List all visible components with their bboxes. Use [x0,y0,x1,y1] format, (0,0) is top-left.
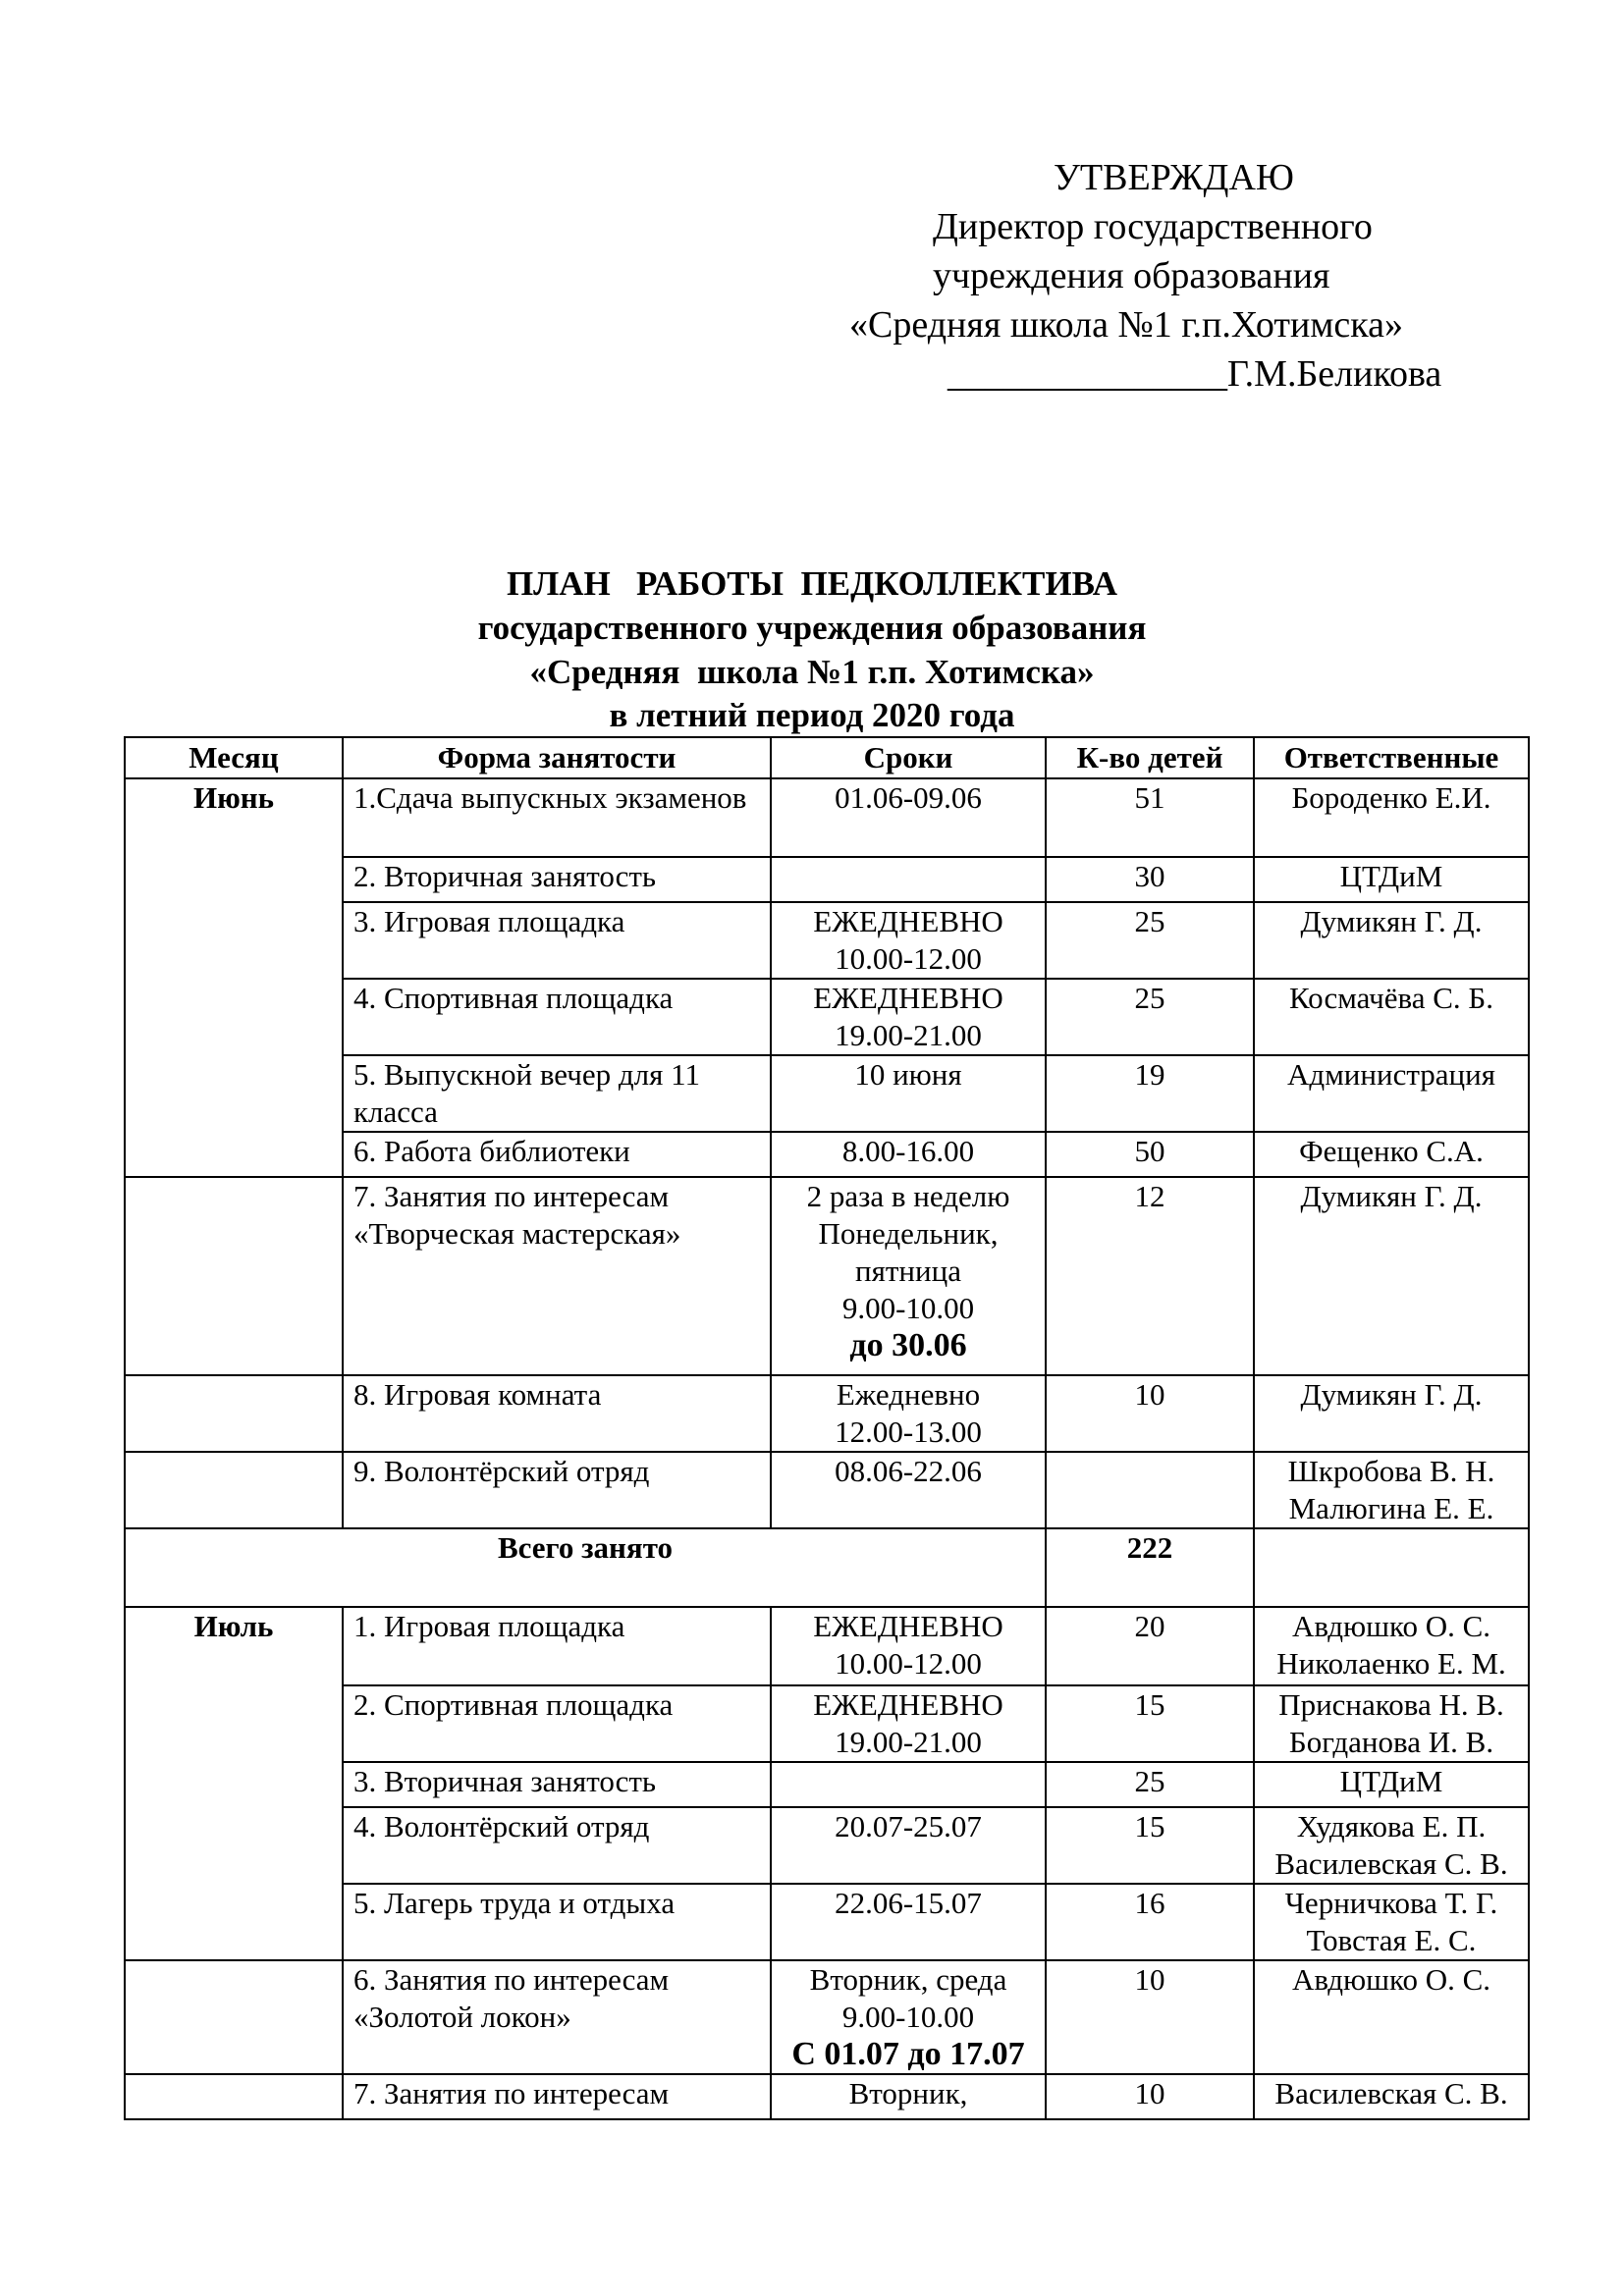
responsible-name: Худякова Е. П. [1296,1809,1487,1843]
month-empty-cell [125,1452,343,1528]
dates-line: 20.07-25.07 [835,1809,982,1843]
header-count: К-во детей [1046,737,1254,778]
dates-line: 10.00-12.00 [835,1646,982,1681]
dates-cell [771,1607,1046,1685]
form-cell: 4. Волонтёрский отряд [343,1807,771,1884]
form-cell: 1.Сдача выпускных экзаменов [343,778,771,857]
form-cell: 6. Занятия по интересам «Золотой локон» [343,1960,771,2074]
dates-deadline: С 01.07 до 17.07 [791,2036,1025,2072]
month-cell: Июль [125,1607,343,1960]
responsible-cell [1254,979,1529,1055]
dates-line: Вторник, [848,2076,968,2110]
form-cell: 2. Спортивная площадка [343,1685,771,1762]
dates-deadline: до 30.06 [849,1327,967,1363]
responsible-name: ЦТДиМ [1339,1764,1443,1798]
form-cell: 3. Вторичная занятость [343,1762,771,1807]
responsible-name: Черничкова Т. Г. [1284,1886,1498,1920]
count-cell: 15 [1046,1685,1254,1762]
table-header-row [125,737,1529,778]
dates-line: ЕЖЕДНЕВНО [813,904,1003,938]
responsible-name: Думикян Г. Д. [1300,1377,1483,1412]
dates-cell [771,857,1046,902]
responsible-cell [1254,1177,1529,1375]
responsible-cell [1254,2074,1529,2119]
approval-signature: _______________Г.М.Беликова [947,353,1442,395]
dates-cell [771,1177,1046,1375]
total-label: Всего занято [125,1528,1046,1607]
dates-cell [771,979,1046,1055]
dates-line: 9.00-10.00 [841,1291,975,1325]
responsible-cell [1254,1807,1529,1884]
responsible-name: Бороденко Е.И. [1291,780,1491,815]
count-cell [1046,1452,1254,1528]
responsible-name: Думикян Г. Д. [1300,904,1483,938]
form-cell: 7. Занятия по интересам «Творческая мастерская» [343,1177,771,1375]
responsible-cell [1254,1452,1529,1528]
table-row [125,778,1529,857]
responsible-cell [1254,1132,1529,1177]
header-dates: Сроки [771,737,1046,778]
total-section [125,1528,1529,1607]
form-cell: 6. Работа библиотеки [343,1132,771,1177]
dates-line: 08.06-22.06 [835,1454,982,1488]
dates-line: 01.06-09.06 [835,780,982,815]
month-empty-cell [125,1375,343,1452]
table-row [125,1607,1529,1685]
dates-cell [771,1375,1046,1452]
count-cell: 25 [1046,1762,1254,1807]
approval-position: Директор государственного [933,206,1373,247]
dates-line: 2 раза в неделю [806,1179,1010,1213]
title-line-2: государственного учреждения образования [477,609,1147,647]
responsible-name: Товстая Е. С. [1306,1923,1477,1957]
responsible-name: Приснакова Н. В. [1278,1687,1504,1722]
dates-line: Понедельник, [818,1216,999,1251]
responsible-cell [1254,1762,1529,1807]
count-cell: 10 [1046,2074,1254,2119]
responsible-name: Шкробова В. Н. [1287,1454,1495,1488]
responsible-cell [1254,1884,1529,1960]
table-row [125,1177,1529,1375]
count-cell: 51 [1046,778,1254,857]
form-cell: 2. Вторичная занятость [343,857,771,902]
approval-school: «Средняя школа №1 г.п.Хотимска» [849,304,1404,346]
june-section [125,778,1529,1528]
july-section [125,1607,1529,2119]
form-cell: 8. Игровая комната [343,1375,771,1452]
count-cell: 50 [1046,1132,1254,1177]
count-cell: 25 [1046,979,1254,1055]
dates-line: 12.00-13.00 [835,1415,982,1449]
dates-cell [771,1452,1046,1528]
header-form: Форма занятости [343,737,771,778]
count-cell: 20 [1046,1607,1254,1685]
count-cell: 10 [1046,1960,1254,2074]
responsible-name: Малюгина Е. Е. [1288,1491,1494,1525]
work-plan-table [124,736,1530,2120]
dates-cell [771,1807,1046,1884]
dates-cell [771,1960,1046,2074]
table-row [125,1452,1529,1528]
title-line-4: в летний период 2020 года [609,696,1015,734]
dates-line: 8.00-16.00 [841,1134,975,1168]
dates-cell [771,902,1046,979]
title-line-3: «Средняя школа №1 г.п. Хотимска» [529,653,1095,691]
dates-line: ЕЖЕДНЕВНО [813,981,1003,1015]
dates-line: 10.00-12.00 [835,941,982,976]
month-empty-cell [125,1177,343,1375]
responsible-name: Администрация [1287,1057,1495,1092]
approval-institution: учреждения образования [933,255,1330,296]
dates-line: 19.00-21.00 [835,1725,982,1759]
count-cell: 15 [1046,1807,1254,1884]
responsible-cell [1254,902,1529,979]
responsible-name: Василевская С. В. [1274,2076,1508,2110]
dates-cell [771,2074,1046,2119]
table-row [125,1375,1529,1452]
dates-line: Вторник, среда [809,1962,1007,1997]
responsible-name: Николаенко Е. М. [1276,1646,1506,1681]
responsible-name: Думикян Г. Д. [1300,1179,1483,1213]
form-cell: 9. Волонтёрский отряд [343,1452,771,1528]
responsible-name: ЦТДиМ [1339,859,1443,893]
responsible-cell [1254,1685,1529,1762]
form-cell: 3. Игровая площадка [343,902,771,979]
responsible-cell [1254,778,1529,857]
dates-line: 9.00-10.00 [841,2000,975,2034]
dates-line: пятница [855,1254,961,1288]
dates-cell [771,1762,1046,1807]
total-value: 222 [1046,1528,1254,1607]
dates-line: 22.06-15.07 [835,1886,982,1920]
count-cell: 16 [1046,1884,1254,1960]
header-month: Месяц [125,737,343,778]
responsible-cell [1254,1960,1529,2074]
table-row [125,2074,1529,2119]
month-empty-cell [125,1960,343,2074]
dates-line: 10 июня [854,1057,962,1092]
count-cell: 19 [1046,1055,1254,1132]
responsible-name: Богданова И. В. [1288,1725,1494,1759]
dates-line: ЕЖЕДНЕВНО [813,1609,1003,1643]
count-cell: 25 [1046,902,1254,979]
count-cell: 12 [1046,1177,1254,1375]
table-row [125,1960,1529,2074]
dates-cell [771,1884,1046,1960]
dates-line: Ежедневно [836,1377,981,1412]
dates-cell [771,1132,1046,1177]
header-responsible: Ответственные [1254,737,1529,778]
dates-line: 19.00-21.00 [835,1018,982,1052]
responsible-cell [1254,857,1529,902]
responsible-cell [1254,1607,1529,1685]
responsible-name: Авдюшко О. С. [1291,1609,1491,1643]
total-empty-cell [1254,1528,1529,1607]
form-cell: 1. Игровая площадка [343,1607,771,1685]
dates-cell [771,1685,1046,1762]
form-cell: 5. Выпускной вечер для 11 класса [343,1055,771,1132]
responsible-name: Фещенко С.А. [1299,1134,1484,1168]
count-cell: 10 [1046,1375,1254,1452]
total-row [125,1528,1529,1607]
form-cell: 5. Лагерь труда и отдыха [343,1884,771,1960]
dates-cell [771,778,1046,857]
responsible-cell [1254,1375,1529,1452]
dates-line: ЕЖЕДНЕВНО [813,1687,1003,1722]
dates-cell [771,1055,1046,1132]
count-cell: 30 [1046,857,1254,902]
form-cell: 4. Спортивная площадка [343,979,771,1055]
form-cell: 7. Занятия по интересам [343,2074,771,2119]
responsible-cell [1254,1055,1529,1132]
responsible-name: Космачёва С. Б. [1289,981,1493,1015]
responsible-name: Авдюшко О. С. [1291,1962,1491,1997]
month-empty-cell [125,2074,343,2119]
approval-heading: УТВЕРЖДАЮ [1054,157,1294,198]
responsible-name: Василевская С. В. [1274,1846,1508,1881]
title-line-1: ПЛАН РАБОТЫ ПЕДКОЛЛЕКТИВА [506,564,1118,603]
month-cell: Июнь [125,778,343,1177]
